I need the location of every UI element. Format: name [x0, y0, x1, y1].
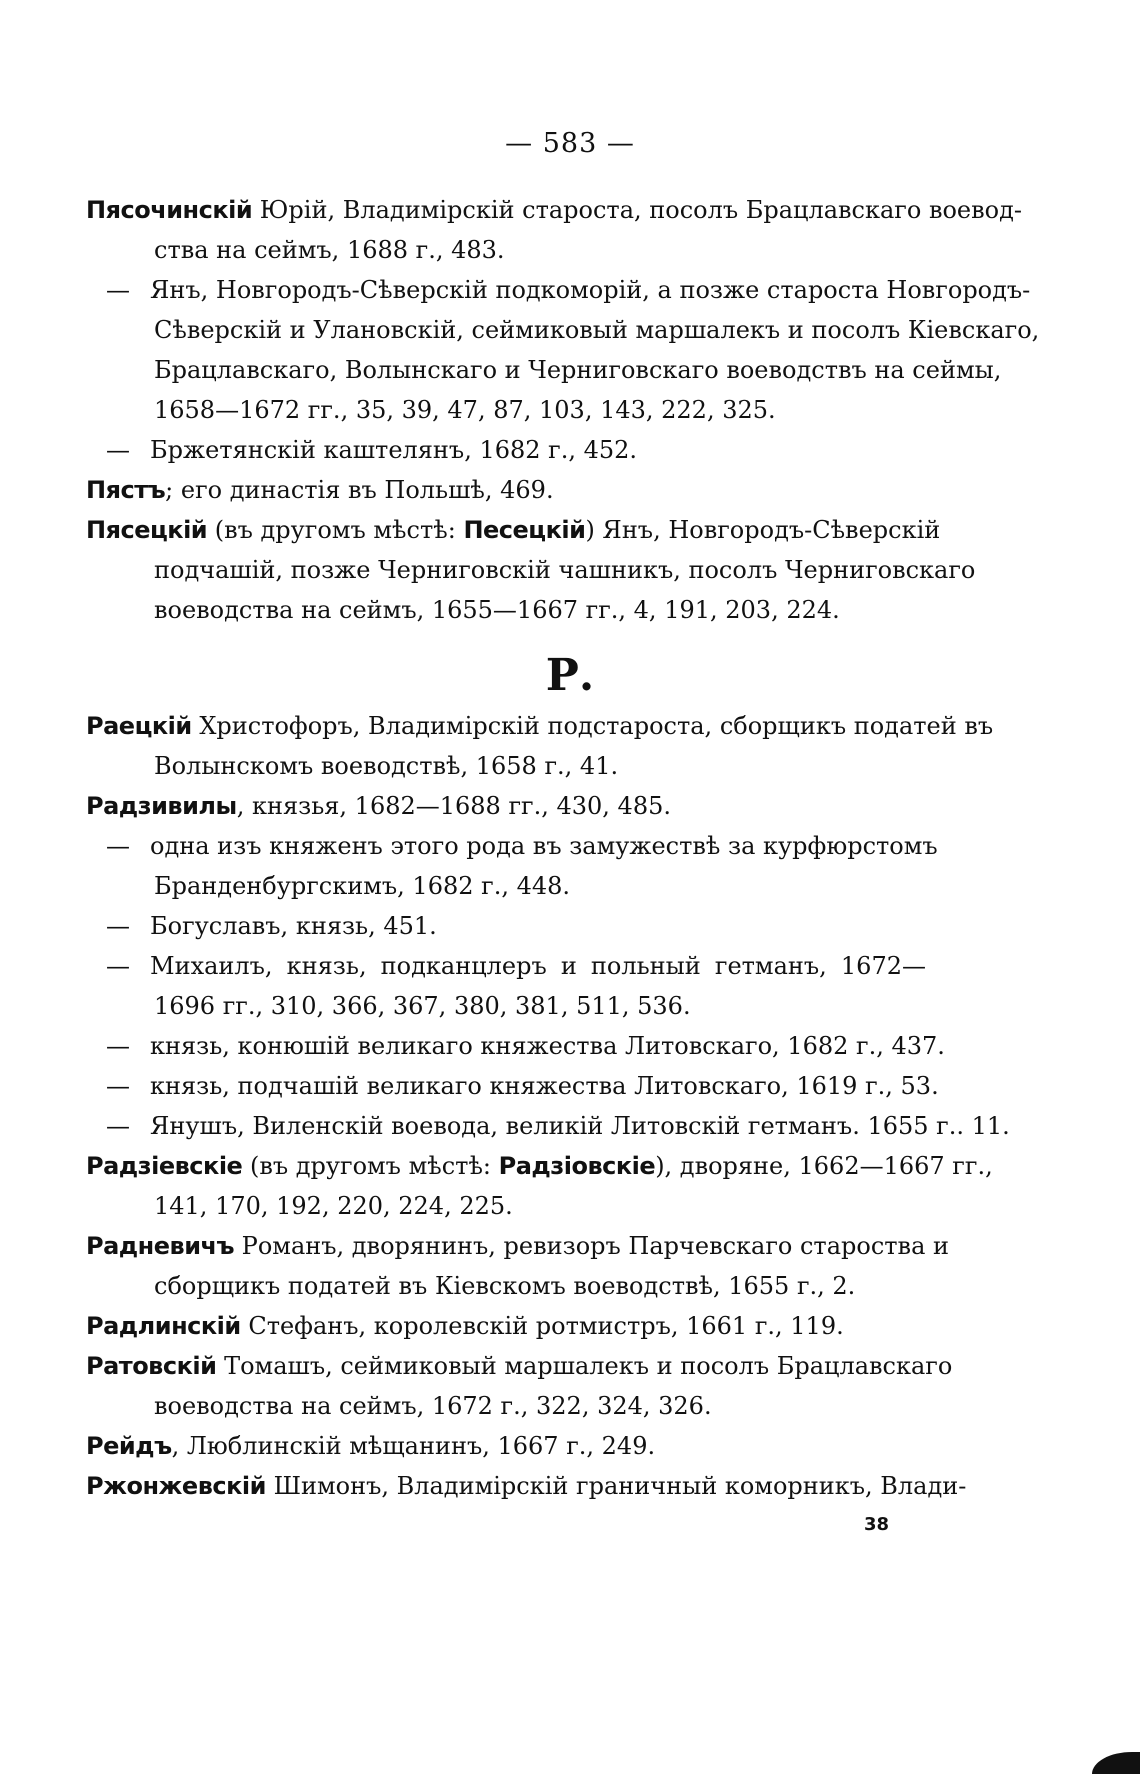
index-line	[86, 430, 926, 470]
index-line	[86, 550, 976, 590]
entry-dash: —	[106, 1032, 130, 1060]
index-line	[86, 1426, 926, 1466]
index-text: , князья, 1682—1688 гг., 430, 485.	[236, 792, 671, 820]
index-text: Бранденбургскимъ, 1682 г., 448.	[154, 872, 571, 900]
index-headword: Радзіовскіе	[498, 1152, 656, 1180]
index-line	[86, 1226, 949, 1266]
index-text: (въ другомъ мѣстѣ:	[242, 1152, 499, 1180]
index-line	[86, 1186, 926, 1226]
index-text: князь, подчашій великаго княжества Литовскаго, 1619 г., 53.	[150, 1072, 939, 1100]
index-line	[86, 190, 1022, 230]
index-text: Христофоръ, Владимірскій подстароста, сборщикъ податей въ	[191, 712, 994, 740]
index-line	[86, 270, 1031, 310]
entry-dash: —	[106, 1072, 130, 1100]
index-headword: Рейдъ	[86, 1432, 172, 1460]
index-text: одна изъ княженъ этого рода въ замужествѣ за курфюрстомъ	[150, 832, 938, 860]
index-headword: Радневичъ	[86, 1232, 235, 1260]
index-line	[86, 906, 926, 946]
index-headword: Радзивилы	[86, 792, 237, 820]
index-headword: Пястъ	[86, 476, 166, 504]
index-line	[86, 986, 926, 1026]
page-number: — 583 —	[505, 128, 635, 159]
index-line	[86, 1386, 926, 1426]
index-line	[86, 1066, 939, 1106]
index-line	[86, 1146, 993, 1186]
index-headword: Пясочинскій	[86, 196, 253, 224]
entry-dash: —	[106, 276, 130, 304]
index-text: Бржетянскій каштелянъ, 1682 г., 452.	[150, 436, 638, 464]
index-line	[86, 1346, 953, 1386]
index-line	[86, 946, 926, 986]
index-headword: Ратовскій	[86, 1352, 217, 1380]
index-text: ; его династія въ Польшѣ, 469.	[165, 476, 554, 504]
index-line	[86, 590, 926, 630]
index-line	[86, 390, 926, 430]
index-text: Стефанъ, королевскій ротмистръ, 1661 г., 119.	[240, 1312, 844, 1340]
index-line	[86, 230, 926, 270]
corner-mark	[1092, 1752, 1140, 1774]
section-letter-heading: Р.	[545, 650, 595, 701]
index-headword: Радзіевскіе	[86, 1152, 243, 1180]
index-text: Шимонъ, Владимірскій граничный коморникъ, Влади-	[265, 1472, 967, 1500]
index-text: 141, 170, 192, 220, 224, 225.	[154, 1192, 513, 1220]
index-line	[86, 1466, 967, 1506]
index-line	[86, 786, 926, 826]
index-headword: Радлинскій	[86, 1312, 241, 1340]
index-headword: Пясецкій	[86, 516, 208, 544]
index-text: ) Янъ, Новгородъ-Сѣверскій	[585, 516, 941, 544]
index-line	[86, 1106, 1010, 1146]
index-text: Сѣверскій и Улановскій, сеймиковый маршалекъ и посолъ Кіевскаго,	[154, 316, 1040, 344]
index-line	[86, 1026, 945, 1066]
index-text: подчашій, позже Черниговскій чашникъ, посолъ Черниговскаго	[154, 556, 976, 584]
index-text: сборщикъ податей въ Кіевскомъ воеводствѣ, 1655 г., 2.	[154, 1272, 856, 1300]
index-line	[86, 746, 926, 786]
index-text: ства на сеймъ, 1688 г., 483.	[154, 236, 505, 264]
index-line	[86, 866, 926, 906]
index-text: Янушъ, Виленскій воевода, великій Литовскій гетманъ. 1655 г.. 11.	[150, 1112, 1010, 1140]
index-line	[86, 1306, 926, 1346]
index-text: , Люблинскій мѣщанинъ, 1667 г., 249.	[171, 1432, 656, 1460]
index-text: (въ другомъ мѣстѣ:	[207, 516, 464, 544]
index-line	[86, 350, 1002, 390]
index-text: 1658—1672 гг., 35, 39, 47, 87, 103, 143, 222, 325.	[154, 396, 776, 424]
index-line	[86, 510, 941, 550]
entry-dash: —	[106, 1112, 130, 1140]
index-text: Юрій, Владимірскій староста, посолъ Брацлавскаго воевод-	[252, 196, 1022, 224]
entry-dash: —	[106, 912, 130, 940]
index-line	[86, 826, 938, 866]
index-text: Богуславъ, князь, 451.	[150, 912, 437, 940]
index-text: воеводства на сеймъ, 1655—1667 гг., 4, 191, 203, 224.	[154, 596, 840, 624]
index-headword: Раецкій	[86, 712, 192, 740]
entry-dash: —	[106, 436, 130, 464]
entry-dash: —	[106, 832, 130, 860]
index-text: Волынскомъ воеводствѣ, 1658 г., 41.	[154, 752, 619, 780]
index-headword: Ржонжевскій	[86, 1472, 266, 1500]
index-line	[86, 1266, 926, 1306]
index-headword: Песецкій	[463, 516, 586, 544]
index-line	[86, 706, 994, 746]
index-text: Янъ, Новгородъ-Сѣверскій подкоморій, а позже староста Новгородъ-	[150, 276, 1031, 304]
index-text: 1696 гг., 310, 366, 367, 380, 381, 511, 536.	[154, 992, 691, 1020]
index-text: Михаилъ, князь, подканцлеръ и польный гетманъ, 1672—	[150, 952, 926, 980]
signature-mark: 38	[864, 1514, 890, 1535]
index-text: Томашъ, сеймиковый маршалекъ и посолъ Брацлавскаго	[216, 1352, 953, 1380]
index-text: ), дворяне, 1662—1667 гг.,	[655, 1152, 993, 1180]
entry-dash: —	[106, 952, 130, 980]
index-text: Брацлавскаго, Волынскаго и Черниговскаго воеводствъ на сеймы,	[154, 356, 1002, 384]
index-line	[86, 470, 926, 510]
index-text: Романъ, дворянинъ, ревизоръ Парчевскаго староства и	[234, 1232, 949, 1260]
index-block-r	[86, 706, 1010, 1506]
index-block-p	[86, 190, 1040, 630]
index-text: князь, конюшій великаго княжества Литовскаго, 1682 г., 437.	[150, 1032, 945, 1060]
index-line	[86, 310, 1040, 350]
index-text: воеводства на сеймъ, 1672 г., 322, 324, 326.	[154, 1392, 712, 1420]
